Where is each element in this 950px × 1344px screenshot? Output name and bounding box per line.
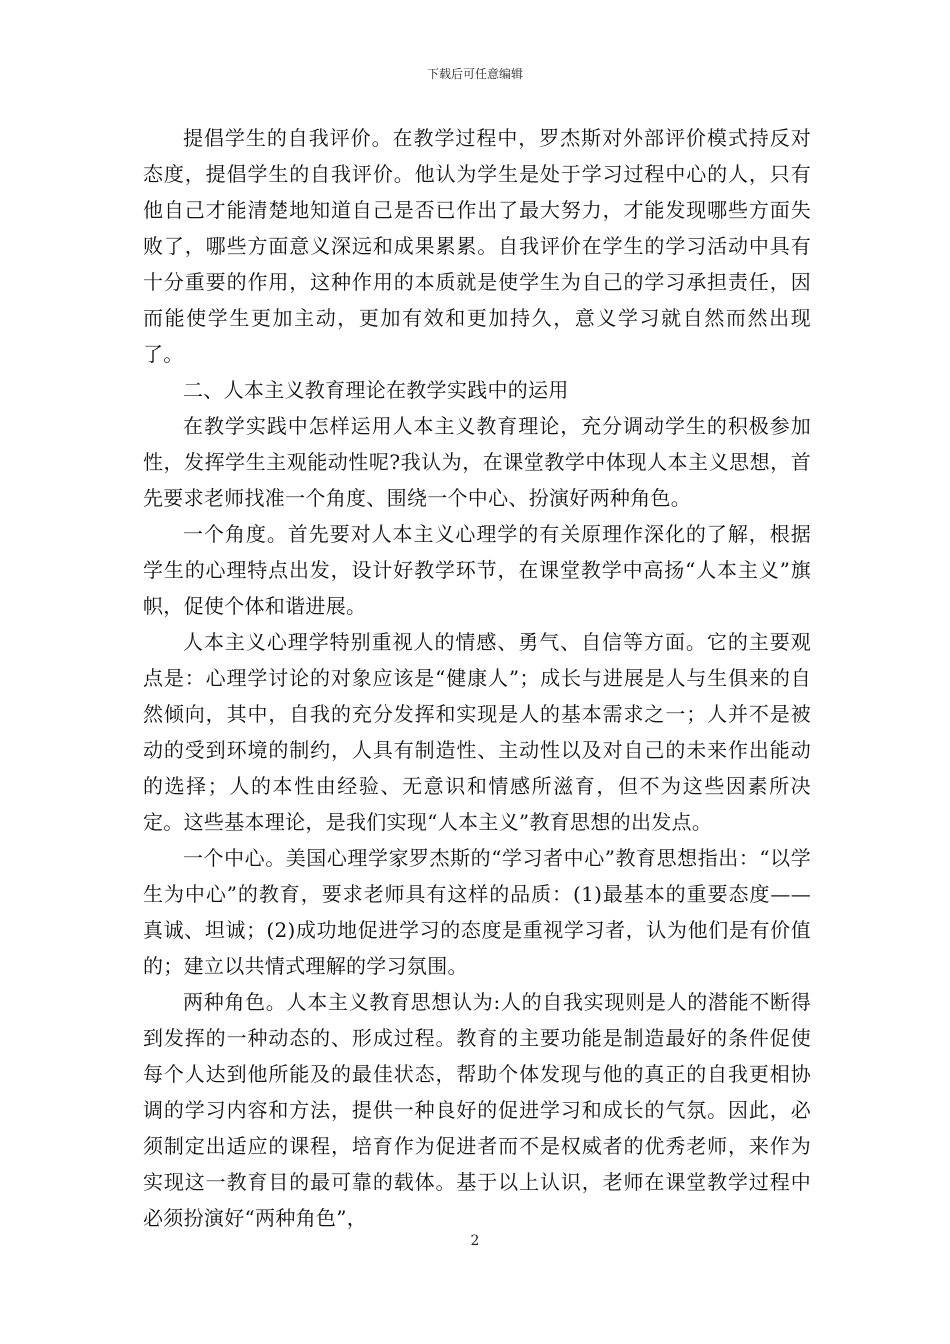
paragraph-self-evaluation: 提倡学生的自我评价。在教学过程中，罗杰斯对外部评价模式持反对态度，提倡学生的自我评价。他认为学生是处于学习过程中心的人，只有他自己才能清楚地知道自己是否已作出了最大努力，才能发现哪些方面失败了，哪些方面意义深远和成果累累。自我评价在学生的学习活动中具有十分重要的作用，这种作用的本质就是使学生为自己的学习承担责任，因而能使学生更加主动，更加有效和更加持久，意义学习就自然而然出现了。 (143, 126, 811, 366)
page-header: 下载后可任意编辑 (426, 67, 523, 81)
document-body (143, 120, 811, 1236)
page-number: 2 (470, 1233, 480, 1249)
paragraph-humanistic-psychology: 人本主义心理学特别重视人的情感、勇气、自信等方面。它的主要观点是：心理学讨论的对象应该是“健康人”；成长与进展是人与生俱来的自然倾向，其中，自我的充分发挥和实现是人的基本需求之一；人并不是被动的受到环境的制约，人具有制造性、主动性以及对自己的未来作出能动的选择；人的本性由经验、无意识和情感所滋育，但不为这些因素所决定。这些基本理论，是我们实现“人本主义”教育思想的出发点。 (143, 630, 811, 834)
paragraph-one-center: 一个中心。美国心理学家罗杰斯的“学习者中心”教育思想指出：“以学生为中心”的教育，要求老师具有这样的品质：(1)最基本的重要态度——真诚、坦诚；(2)成功地促进学习的态度是重视学习者，认为他们是有价值的；建立以共情式理解的学习氛围。 (143, 846, 811, 978)
paragraph-teaching-practice: 在教学实践中怎样运用人本主义教育理论，充分调动学生的积极参加性，发挥学生主观能动性呢?我认为，在课堂教学中体现人本主义思想，首先要求老师找准一个角度、围绕一个中心、扮演好两种角色。 (143, 414, 811, 510)
paragraph-one-angle: 一个角度。首先要对人本主义心理学的有关原理作深化的了解，根据学生的心理特点出发，设计好教学环节，在课堂教学中高扬“人本主义”旗帜，促使个体和谐进展。 (143, 522, 811, 618)
section-heading-application: 二、人本主义教育理论在教学实践中的运用 (183, 378, 569, 402)
paragraph-two-roles: 两种角色。人本主义教育思想认为:人的自我实现则是人的潜能不断得到发挥的一种动态的、形成过程。教育的主要功能是制造最好的条件促使每个人达到他所能及的最佳状态，帮助个体发现与他的真正的自我更相协调的学习内容和方法，提供一种良好的促进学习和成长的气氛。因此，必须制定出适应的课程，培育作为促进者而不是权威者的优秀老师，来作为实现这一教育目的最可靠的载体。基于以上认识，老师在课堂教学过程中必须扮演好“两种角色”， (143, 990, 811, 1230)
